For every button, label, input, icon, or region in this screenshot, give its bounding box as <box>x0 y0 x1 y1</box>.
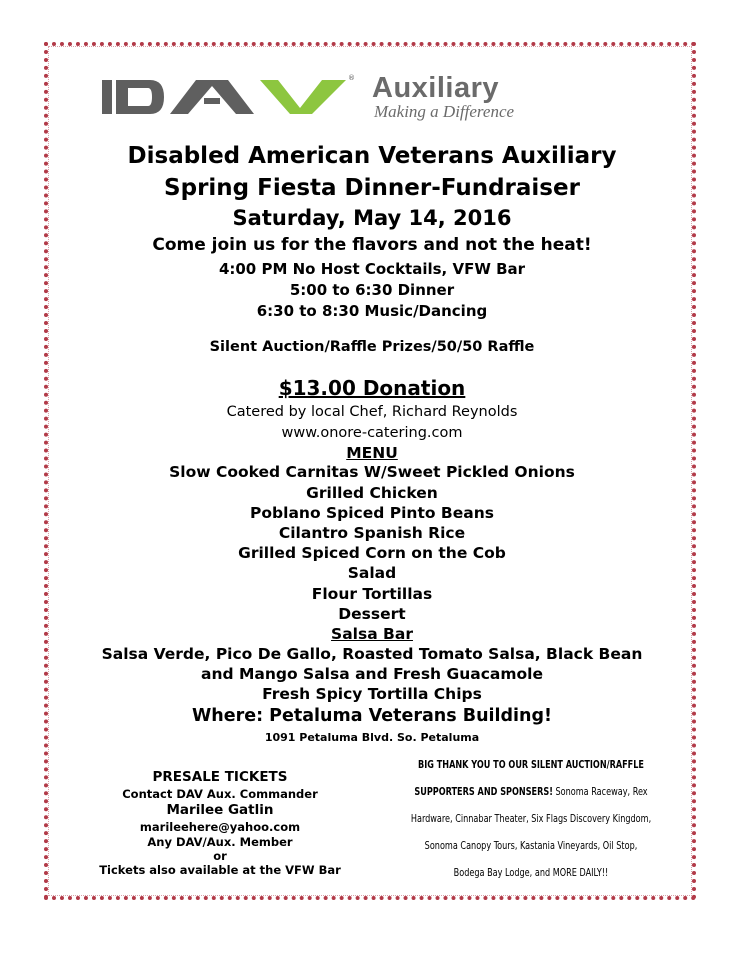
caterer-website: www.onore-catering.com <box>281 425 463 441</box>
title-line-2: Spring Fiesta Dinner-Fundraiser <box>164 175 580 201</box>
caterer-line: Catered by local Chef, Richard Reynolds <box>226 404 518 420</box>
sponsors-list: Bodega Bay Lodge, and MORE DAILY!! <box>453 867 609 879</box>
sponsors-list: Sonoma Raceway, Rex <box>552 786 648 798</box>
menu-item: Slow Cooked Carnitas W/Sweet Pickled Onions <box>169 463 575 481</box>
salsa-bar-title: Salsa Bar <box>331 625 413 643</box>
schedule-item: 5:00 to 6:30 Dinner <box>289 281 455 299</box>
presale-contact: Contact DAV Aux. Commander <box>122 787 318 801</box>
menu-item: Dessert <box>338 605 406 623</box>
extras-line: Silent Auction/Raffle Prizes/50/50 Raffle <box>209 339 535 355</box>
menu-item: Cilantro Spanish Rice <box>278 524 466 542</box>
sponsors-list: Sonoma Canopy Tours, Kastania Vineyards, Oil Stop, <box>424 840 638 852</box>
invite-line: Come join us for the flavors and not the heat! <box>152 235 592 255</box>
presale-email: marileehere@yahoo.com <box>139 820 301 834</box>
presale-vfw: Tickets also available at the VFW Bar <box>99 863 341 877</box>
sponsors-heading: BIG THANK YOU TO OUR SILENT AUCTION/RAFFLE <box>418 759 644 771</box>
presale-name: Marilee Gatlin <box>166 802 274 818</box>
presale-member: Any DAV/Aux. Member <box>147 835 293 849</box>
presale-or: or <box>213 849 227 863</box>
schedule-item: 6:30 to 8:30 Music/Dancing <box>256 302 488 320</box>
sponsors-heading-2: SUPPORTERS AND SPONSERS! <box>414 786 553 798</box>
registered-mark: ® <box>348 74 355 82</box>
salsa-bar-line: Salsa Verde, Pico De Gallo, Roasted Tomato Salsa, Black Bean <box>101 645 643 663</box>
org-tagline: Making a Difference <box>374 102 515 121</box>
salsa-bar-line: and Mango Salsa and Fresh Guacamole <box>201 665 543 683</box>
menu-item: Grilled Spiced Corn on the Cob <box>238 544 506 562</box>
org-name: Auxiliary <box>372 72 499 104</box>
salsa-bar-line: Fresh Spicy Tortilla Chips <box>262 685 482 703</box>
menu-item: Poblano Spiced Pinto Beans <box>250 504 494 522</box>
event-date: Saturday, May 14, 2016 <box>232 206 512 230</box>
donation-amount: $13.00 Donation <box>278 376 466 400</box>
venue-address: 1091 Petaluma Blvd. So. Petaluma <box>264 731 480 744</box>
presale-title: PRESALE TICKETS <box>152 769 288 785</box>
sponsors-thank-you <box>399 752 662 887</box>
dav-auxiliary-logo <box>100 70 640 120</box>
title-line-1: Disabled American Veterans Auxiliary <box>127 143 617 169</box>
menu-item: Grilled Chicken <box>306 484 438 502</box>
schedule-item: 4:00 PM No Host Cocktails, VFW Bar <box>218 260 526 278</box>
menu-item: Salad <box>347 564 397 582</box>
dav-logo-mark <box>100 78 350 116</box>
menu-title: MENU <box>346 444 398 462</box>
venue-line: Where: Petaluma Veterans Building! <box>191 706 553 726</box>
menu-item: Flour Tortillas <box>311 585 433 603</box>
sponsors-list: Hardware, Cinnabar Theater, Six Flags Discovery Kingdom, <box>410 813 652 825</box>
